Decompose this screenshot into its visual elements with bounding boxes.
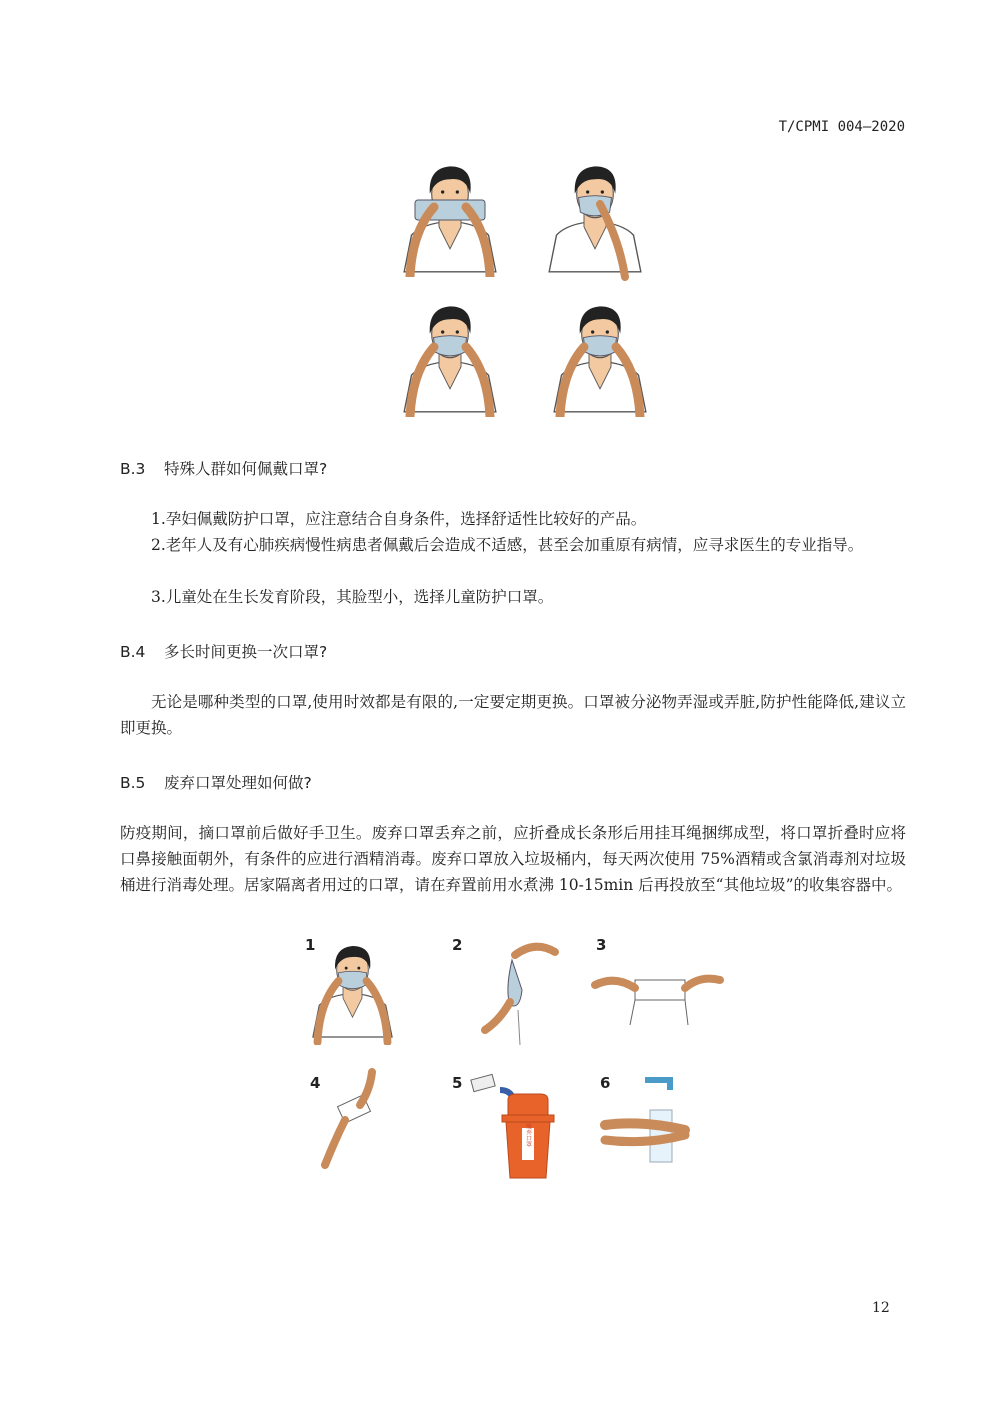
step-number: 2: [452, 936, 463, 954]
mask-step-hold: [404, 166, 496, 277]
mask-disposal-figure: [300, 930, 725, 1185]
b3-item-2: 2.老年人及有心肺疾病慢性病患者佩戴后会造成不适感，甚至会加重原有病情，应寻求医生的专业指导。: [151, 536, 864, 554]
mask-step-adjust: [404, 306, 496, 417]
section-title: 废弃口罩处理如何做?: [164, 774, 312, 792]
document-code: T/CPMI 004—2020: [778, 119, 905, 135]
step1-remove-mask: [313, 946, 392, 1042]
step4-tie-mask: [325, 1072, 372, 1165]
b3-item-1: 1.孕妇佩戴防护口罩，应注意结合自身条件，选择舒适性比较好的产品。: [151, 510, 647, 528]
page-number: 12: [872, 1300, 890, 1316]
step-number: 3: [596, 936, 607, 954]
mask-step-check: [554, 306, 646, 417]
mask-wearing-figure: [395, 152, 670, 422]
step5-discard-in-bin: [471, 1074, 554, 1178]
section-title: 特殊人群如何佩戴口罩?: [164, 460, 328, 478]
step2-hold-mask: [485, 947, 555, 1045]
section-title: 多长时间更换一次口罩?: [164, 643, 328, 661]
section-heading-b3: [120, 457, 327, 479]
step-number: 4: [310, 1074, 321, 1092]
section-number: B.3: [120, 460, 146, 478]
step3-fold-mask: [595, 979, 720, 1025]
b3-item-3: 3.儿童处在生长发育阶段，其脸型小，选择儿童防护口罩。: [151, 588, 554, 606]
mask-step-press-nose: [549, 166, 641, 277]
step-number: 6: [600, 1074, 611, 1092]
step6-wash-hands: [605, 1080, 685, 1162]
b4-paragraph: 无论是哪种类型的口罩,使用时效都是有限的,一定要定期更换。口罩被分泌物弄湿或弄脏,防护性能降低,建议立即更换。: [120, 693, 906, 737]
step-number: 5: [452, 1074, 463, 1092]
b5-paragraph: 防疫期间，摘口罩前后做好手卫生。废弃口罩丢弃之前，应折叠成长条形后用挂耳绳捆绑成型，将口罩折叠时应将口鼻接触面朝外，有条件的应进行酒精消毒。废弃口罩放入垃圾桶内，每天两次使用 75%酒精或含氯消毒剂对垃圾桶进行消毒处理。居家隔离者用过的口罩，请在弃置前用水煮沸 10-15min 后再投放至“其他垃圾”的收集容器中。: [120, 824, 906, 894]
section-number: B.5: [120, 774, 146, 792]
section-heading-b4: [120, 640, 327, 662]
step-number: 1: [305, 936, 316, 954]
section-number: B.4: [120, 643, 146, 661]
bin-label: 废弃口罩: [524, 1123, 532, 1147]
section-heading-b5: [120, 771, 312, 793]
